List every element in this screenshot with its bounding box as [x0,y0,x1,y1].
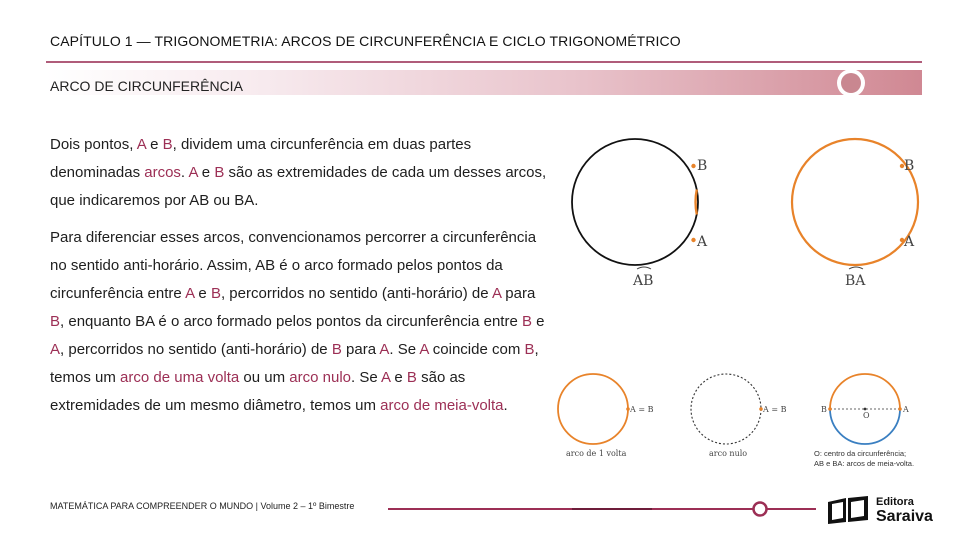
point-a-label: A [903,405,909,414]
text-run: , percorridos no sentido (anti-horário) de [60,341,332,358]
text-run: . [180,164,189,181]
highlighted-term: A [188,164,198,181]
highlighted-term: A [419,341,429,358]
figure-half-turn-arcs [815,372,925,452]
text-run: e [197,164,215,181]
note-line-2: AB e BA: arcos de meia-volta. [814,459,915,468]
figure-arc-ab [565,130,715,290]
highlighted-term: B [406,369,417,386]
paragraph-orientation [50,224,550,420]
footer-ring-icon [751,500,769,518]
point-label: A = B [763,405,787,414]
brand-bottom: Saraiva [876,508,933,525]
point-a-label: A [904,234,915,250]
text-run: , enquanto BA é o arco formado pelos pontos da circunferência entre [60,313,522,330]
text-run: . Se [351,369,382,386]
highlighted-term: B [214,164,225,181]
text-run: coincide com [428,341,525,358]
band-circle-icon [831,67,871,99]
highlighted-term: A [381,369,391,386]
book-icon [826,494,872,526]
publisher-logo [826,494,942,528]
point-b-label: B [821,405,827,414]
text-run: para [341,341,380,358]
point-b-label: B [904,158,915,174]
arc-ba-caption: BA [845,273,866,289]
figure-arc-ba [785,130,935,290]
highlighted-term: B [524,341,535,358]
text-run: são as extremidades de um mesmo diâmetro, temos um [50,369,466,414]
footer-text: MATEMÁTICA PARA COMPREENDER O MUNDO | Volume 2 – 1º Bimestre [50,501,355,511]
text-run: , temos um [50,341,539,386]
highlighted-term: A [185,285,195,302]
title-divider [46,61,922,63]
center-label: O [863,411,870,420]
point-a-label: A [697,234,708,250]
paragraph-definition [50,131,550,215]
text-run: são as extremidades de cada um desses arcos, que indicaremos por AB ou BA. [50,164,547,209]
text-run: ou um [239,369,290,386]
highlighted-term: A [136,136,146,153]
point-b-label: B [697,158,708,174]
text-run: . [503,397,508,414]
text-run: e [145,136,163,153]
highlighted-term: A [491,285,502,302]
text-run: e [390,369,407,386]
highlighted-term: arco de uma volta [120,369,240,386]
half-turn-note [814,449,914,469]
brand-top: Editora [876,496,914,508]
footer-rule-dark [572,508,652,510]
null-arc-caption: arco nulo [709,449,748,458]
figure-full-turn-arc [552,372,662,462]
highlighted-term: B [331,341,342,358]
note-line-1: O: centro da circunferência; [814,449,907,458]
text-run: para [501,285,536,302]
body-text [50,131,550,429]
text-run: e [194,285,211,302]
highlighted-term: A [379,341,390,358]
arc-ab-caption: AB [633,273,654,289]
highlighted-term: arco de meia-volta [380,397,504,414]
figure-null-arc [683,372,793,462]
text-run: Para diferenciar esses arcos, convencionamos percorrer a circunferência no sentido anti-horário. Assim, AB é o arco formado pelos pontos da circunferência entre [50,229,537,302]
highlighted-term: arco nulo [289,369,352,386]
text-run: Dois pontos, [50,136,137,153]
full-turn-caption: arco de 1 volta [566,449,627,458]
section-title: ARCO DE CIRCUNFERÊNCIA [50,78,243,94]
section-band [46,70,922,95]
highlighted-term: A [50,341,61,358]
text-run: , percorridos no sentido (anti-horário) de [220,285,492,302]
point-label: A = B [630,405,654,414]
highlighted-term: arcos [144,164,181,181]
text-run: e [532,313,545,330]
highlighted-term: B [210,285,221,302]
text-run: . Se [389,341,420,358]
chapter-title: CAPÍTULO 1 — TRIGONOMETRIA: ARCOS DE CIRCUNFERÊNCIA E CICLO TRIGONOMÉTRICO [50,33,681,49]
highlighted-term: B [162,136,173,153]
highlighted-term: B [521,313,532,330]
highlighted-term: B [50,313,61,330]
text-run: , dividem uma circunferência em duas partes denominadas [50,136,472,181]
